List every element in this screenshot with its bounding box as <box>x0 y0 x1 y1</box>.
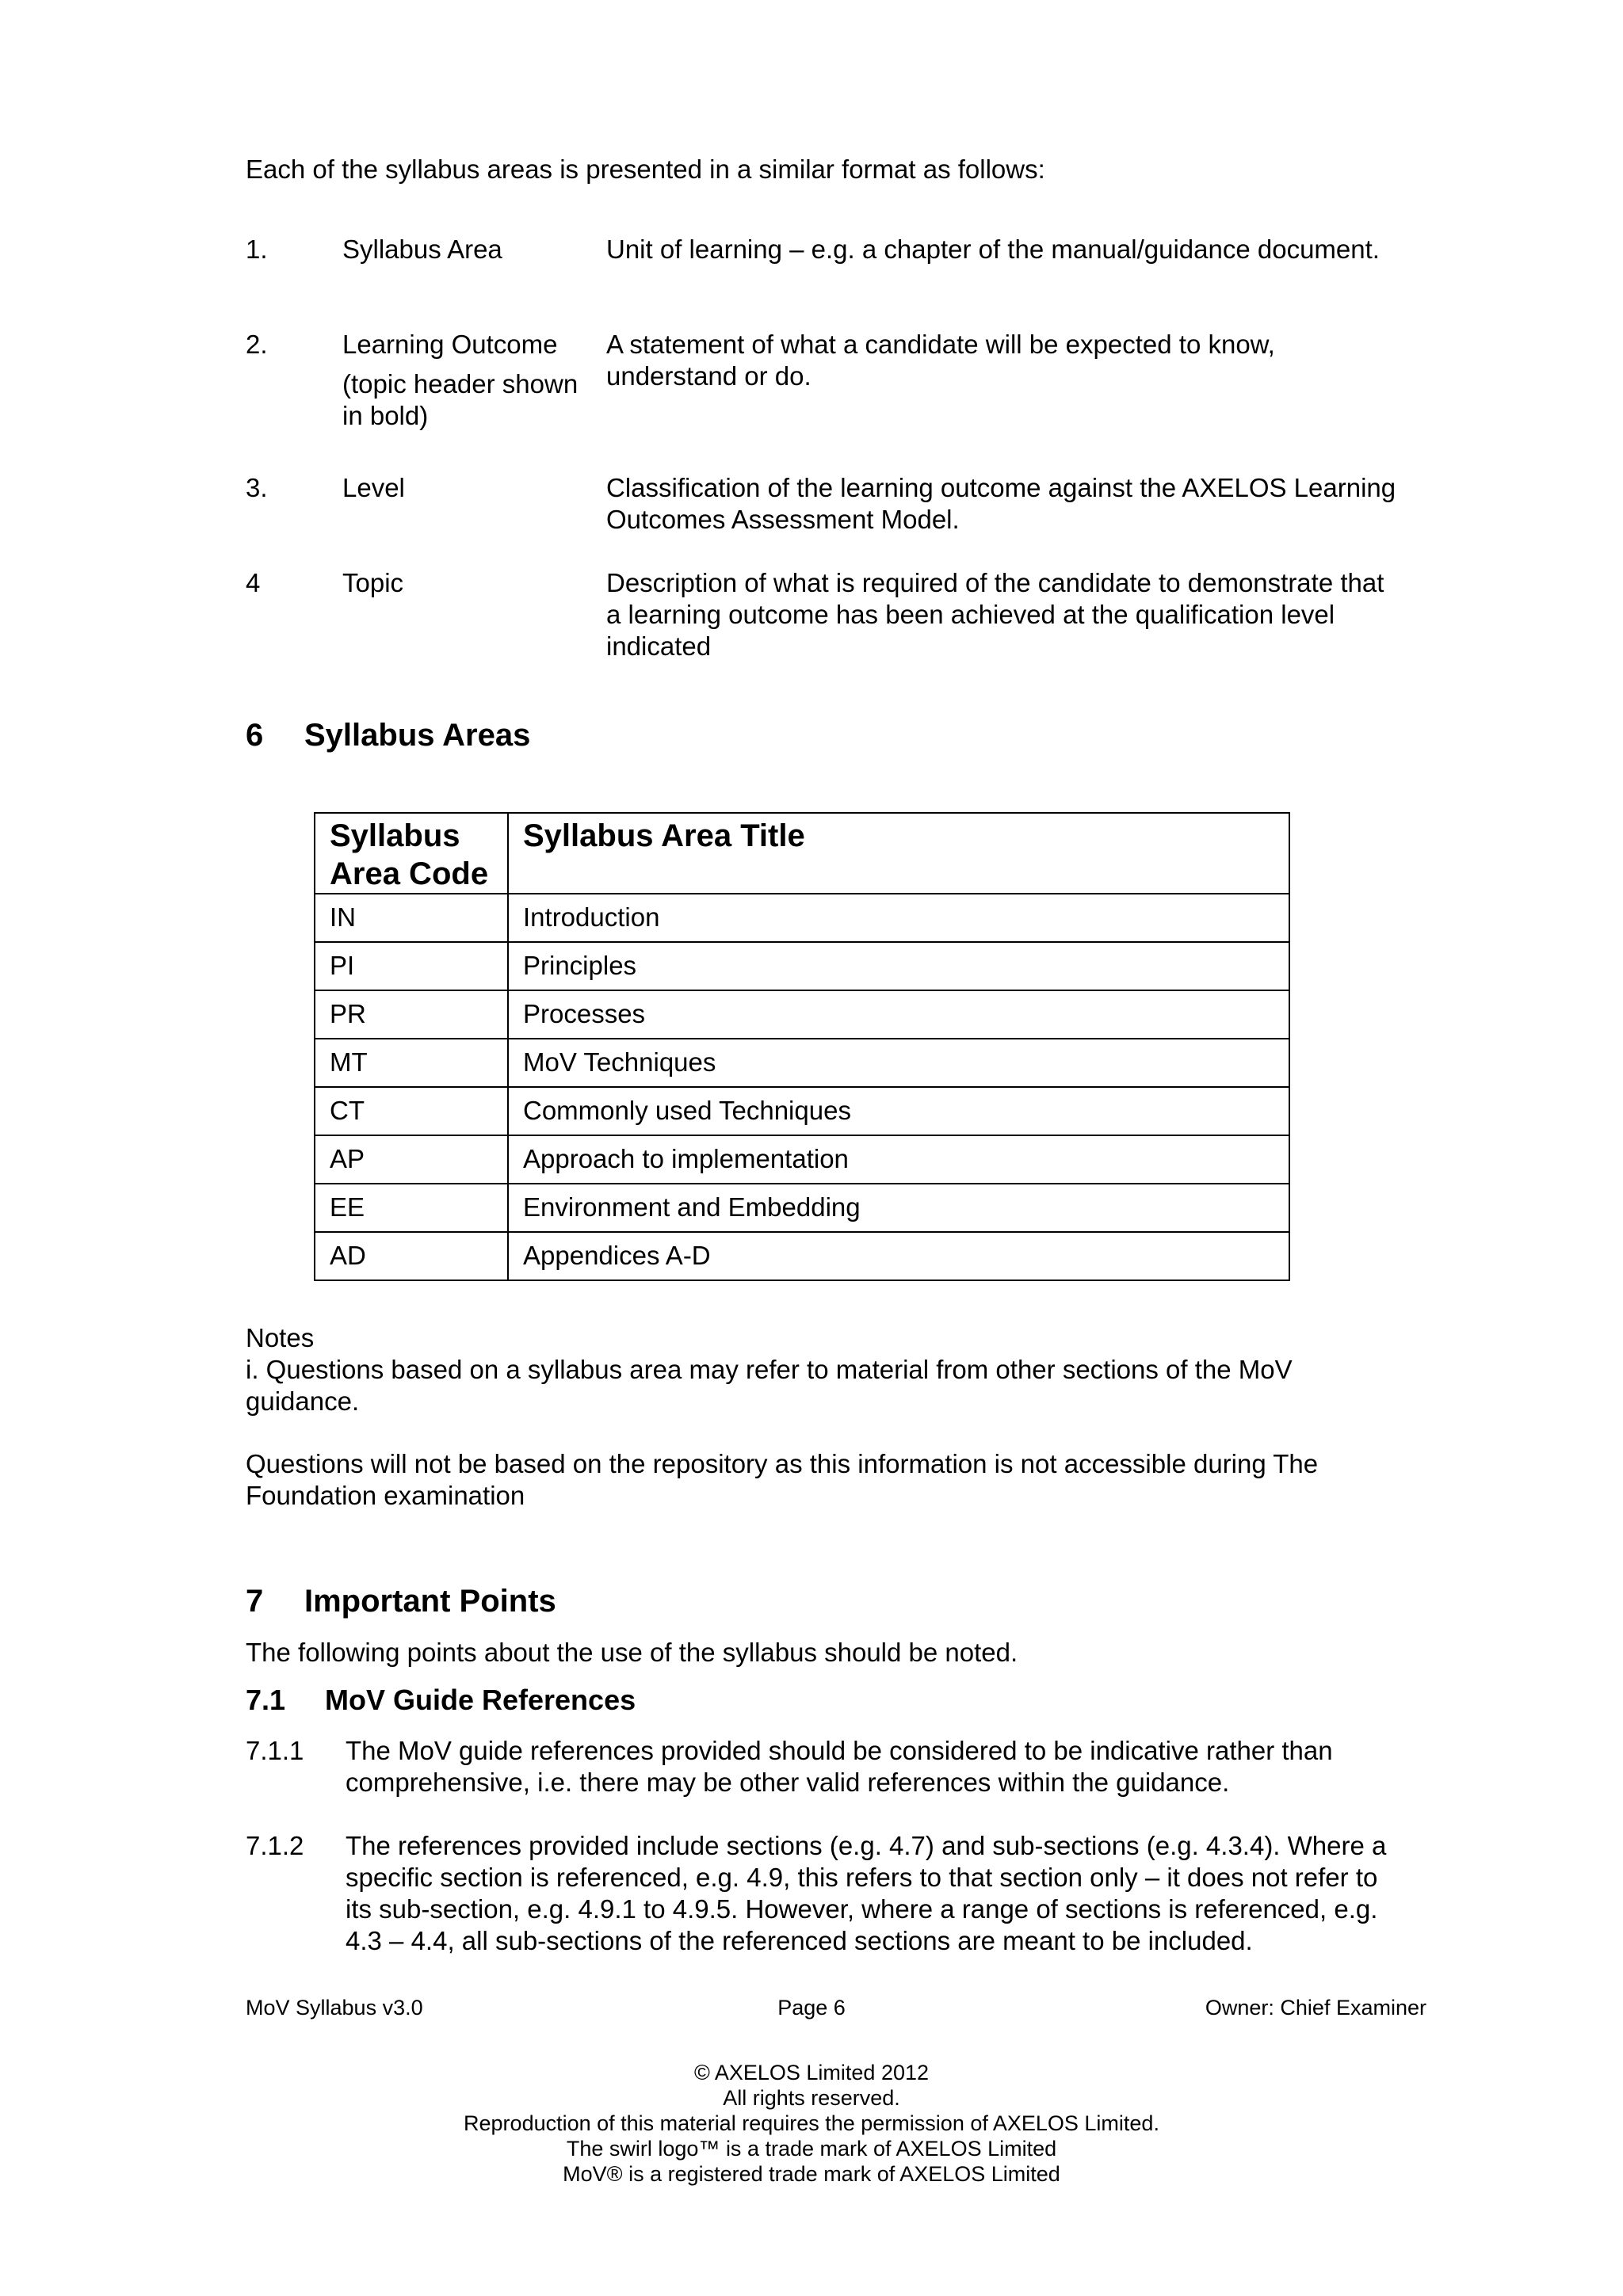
format-item-number: 4 <box>246 568 261 597</box>
footer-page-number: Page 6 <box>777 1996 846 2019</box>
format-item-term <box>342 329 596 432</box>
table-row <box>315 1087 1289 1135</box>
point-text: The MoV guide references provided should be considered to be indicative rather than comprehensive, i.e. there may be other valid references within the guidance. <box>346 1736 1333 1797</box>
area-code: PI <box>315 942 508 990</box>
format-item-term: Level <box>342 473 405 502</box>
area-title: Principles <box>508 942 1289 990</box>
section-7-heading <box>246 1582 556 1620</box>
format-item-number: 3. <box>246 473 268 502</box>
format-item-description: Classification of the learning outcome against the AXELOS Learning Outcomes Assessment Model. <box>606 473 1396 534</box>
format-item-description: A statement of what a candidate will be expected to know, understand or do. <box>606 330 1275 391</box>
area-code: AD <box>315 1232 508 1280</box>
section-number: 7 <box>246 1584 264 1619</box>
area-title: Introduction <box>508 894 1289 942</box>
section-intro: The following points about the use of the syllabus should be noted. <box>246 1638 1018 1667</box>
point-number: 7.1.2 <box>246 1831 304 1860</box>
area-title: Appendices A-D <box>508 1232 1289 1280</box>
note-text: Questions will not be based on the repository as this information is not accessible during The Foundation examination <box>246 1449 1319 1510</box>
point-number: 7.1.1 <box>246 1736 304 1765</box>
copyright-line: The swirl logo™ is a trade mark of AXELOS Limited <box>566 2137 1057 2161</box>
section-title: Important Points <box>304 1584 556 1619</box>
area-title: MoV Techniques <box>508 1039 1289 1087</box>
area-code: EE <box>315 1184 508 1232</box>
format-item-term-note: (topic header shown in bold) <box>342 369 579 430</box>
notes-label: Notes <box>246 1323 315 1352</box>
table-row <box>315 1232 1289 1280</box>
table-row <box>315 1039 1289 1087</box>
table-row <box>315 1184 1289 1232</box>
syllabus-areas-table <box>314 812 1290 1281</box>
table-row <box>315 990 1289 1039</box>
copyright-notice <box>0 2060 1623 2187</box>
subsection-heading <box>246 1683 636 1718</box>
footer-owner: Owner: Chief Examiner <box>1205 1996 1426 2019</box>
area-code: CT <box>315 1087 508 1135</box>
column-header-title: Syllabus Area Title <box>508 813 1289 894</box>
section-6-heading <box>246 716 530 754</box>
table-row <box>315 1135 1289 1184</box>
format-item-term: Syllabus Area <box>342 235 502 264</box>
table-row <box>315 942 1289 990</box>
format-item-description: Unit of learning – e.g. a chapter of the manual/guidance document. <box>606 235 1380 264</box>
notes-block <box>246 1322 1403 1417</box>
area-title: Processes <box>508 990 1289 1039</box>
point-text: The references provided include sections (e.g. 4.7) and sub-sections (e.g. 4.3.4). Where a specific section is referenced, e.g. 4.9, this refers to that section only – it does not refer to its sub-section, e.g. 4.9.1 to 4.9.5. However, where a range of sections is referenced, e.g. 4.3 – 4.4, all sub-sections of the referenced sections are meant to be included. <box>346 1831 1387 1955</box>
area-code: AP <box>315 1135 508 1184</box>
format-item-number: 2. <box>246 330 268 359</box>
area-code: MT <box>315 1039 508 1087</box>
format-item-term-main: Learning Outcome <box>342 330 558 359</box>
subsection-number: 7.1 <box>246 1684 286 1716</box>
column-header-code: Syllabus Area Code <box>315 813 508 894</box>
table-row <box>315 894 1289 942</box>
area-code: PR <box>315 990 508 1039</box>
area-title: Commonly used Techniques <box>508 1087 1289 1135</box>
copyright-line: All rights reserved. <box>723 2086 900 2110</box>
copyright-line: © AXELOS Limited 2012 <box>693 2061 930 2084</box>
note-text: i. Questions based on a syllabus area may refer to material from other sections of the MoV guidance. <box>246 1355 1293 1416</box>
intro-text: Each of the syllabus areas is presented in a similar format as follows: <box>246 154 1045 184</box>
format-item-number: 1. <box>246 235 268 264</box>
table-header-row <box>315 813 1289 894</box>
copyright-line: MoV® is a registered trade mark of AXELOS Limited <box>563 2162 1060 2186</box>
subsection-title: MoV Guide References <box>325 1684 636 1716</box>
copyright-line: Reproduction of this material requires the permission of AXELOS Limited. <box>464 2111 1159 2135</box>
format-item-term: Topic <box>342 568 404 597</box>
area-title: Approach to implementation <box>508 1135 1289 1184</box>
section-title: Syllabus Areas <box>304 718 531 753</box>
area-code: IN <box>315 894 508 942</box>
section-number: 6 <box>246 718 264 753</box>
footer-document-title: MoV Syllabus v3.0 <box>246 1996 423 2019</box>
area-title: Environment and Embedding <box>508 1184 1289 1232</box>
format-item-description: Description of what is required of the candidate to demonstrate that a learning outcome has been achieved at the qualification level indicated <box>606 568 1384 661</box>
